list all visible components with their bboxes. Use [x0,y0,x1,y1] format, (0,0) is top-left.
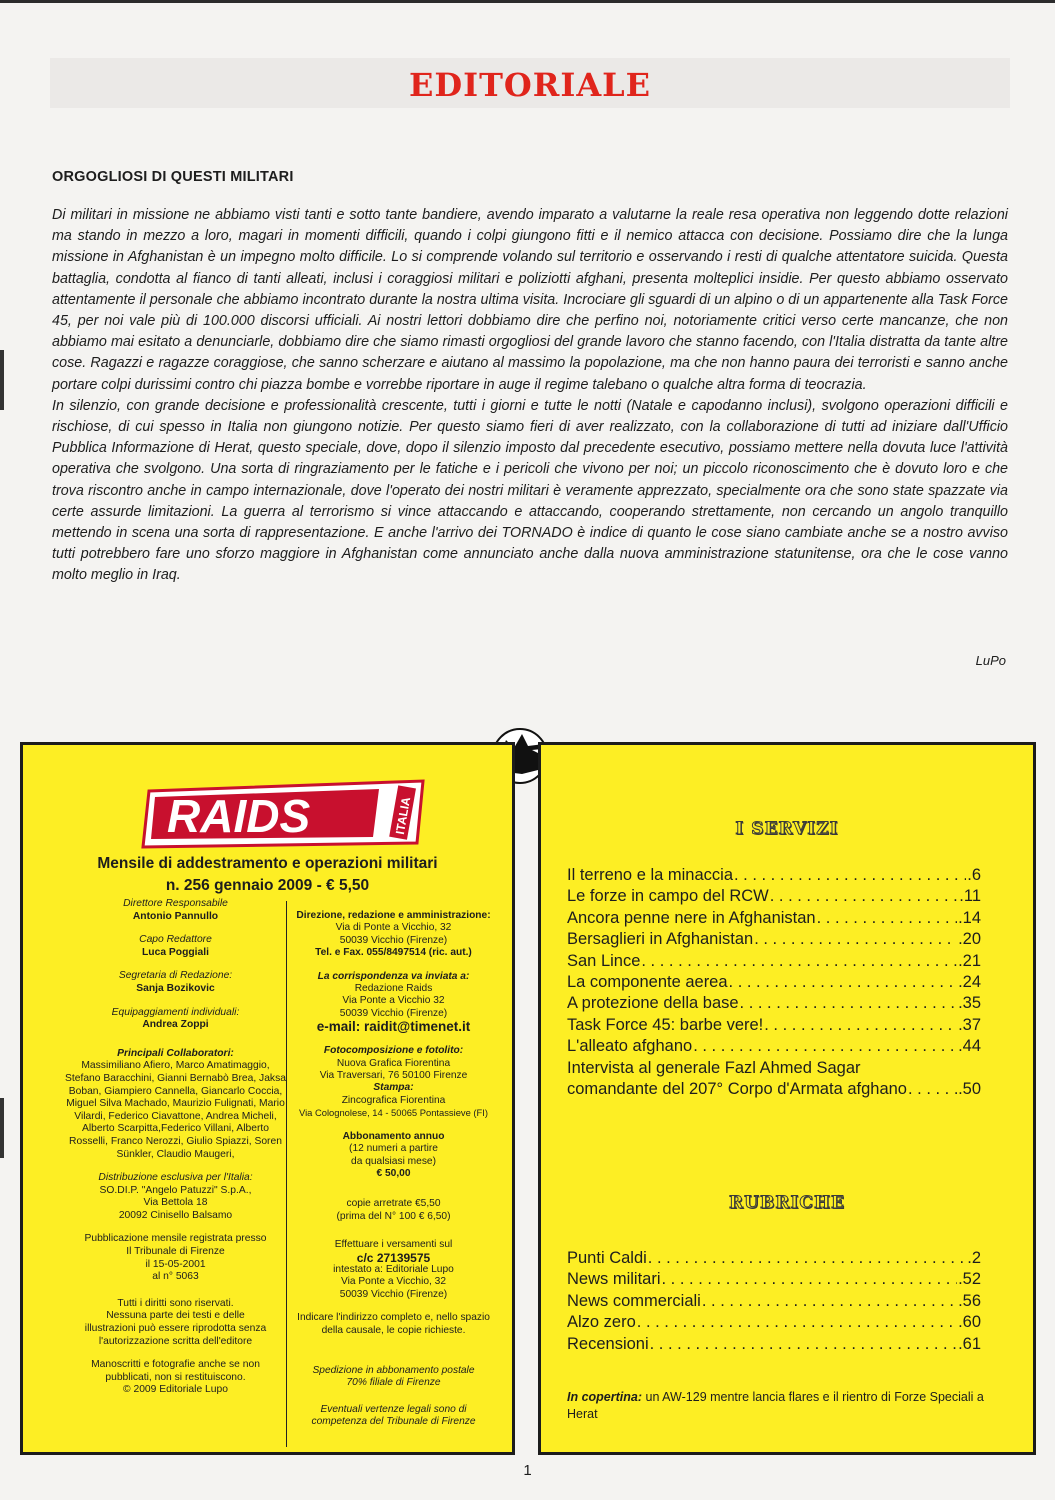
toc-item-page: .6 [967,866,981,884]
masthead-subtitle: Mensile di addestramento e operazioni militari [97,855,438,872]
manuscripts-line: © 2009 Editoriale Lupo [123,1384,228,1396]
toc-item-page: .20 [958,930,981,949]
cover-note [567,1389,987,1423]
staff-name: Sanja Bozikovic [136,982,215,994]
toc-item-label: Il terreno e la minaccia [567,866,733,884]
photo-line: Nuova Grafica Fiorentina [336,1057,451,1069]
registration-line: al n° 5063 [152,1271,199,1283]
toc-item[interactable] [567,951,981,972]
toc-item-label: News militari [567,1270,661,1289]
print-title: Stampa: [373,1082,414,1094]
toc-leader [650,1334,957,1355]
raids-logo-subtext: ITALIA [392,795,414,836]
manuscripts-line: Manoscritti e fotografie anche se non [91,1359,260,1371]
rights-line: Tutti i diritti sono riservati. [117,1297,234,1309]
toc-item-page: .56 [958,1291,981,1310]
payment-account: c/c 27139575 [356,1250,431,1265]
toc-item-page: .60 [958,1313,981,1332]
rubriche-heading: RUBRICHE [729,1193,845,1213]
direction-line: 50039 Vicchio (Firenze) [339,934,448,946]
article-paragraph: In silenzio, con grande decisione e professionalità crescente, tutti i giorni e tutte le notti (Natale e capodanno inclusi), svolgono operazioni difficili e rischiose, di cui spesso in Italia non giungono notizie. Per questo siamo fieri di aver realizzato, con la collaborazione di tutti ad iniziare dall'Ufficio Pubblica Informazione di Herat, questo speciale, dove, dopo il silenzio imposto dal precedente esecutivo, possiamo mettere nella dovuta luce l'attività operativa che svolgono. Una sorta di ringraziamento per le fatiche e i pericoli che vivono per noi; un piccolo riconoscimento che è dovuto loro e che trova riscontro anche in campo internazionale, dove l'operato dei nostri militari è veramente apprezzato, specialmente ora che sono state spazzate via certe assurde limitazioni. La guerra al terrorismo si vince attaccando e attaccando, cooperando strettamente, non cercando un angolo tranquillo mettendo in scena una sorta di rappresentazione. E anche l'arrivo dei TORNADO è indice di quanto le cose siano cambiate anche se a nostro avviso tutti potrebbero fare uno sforzo maggiore in Afghanistan come annunciato anche dalla nuova amministrazione statunitense, ora che le cose vanno molto meglio in Iraq. [52,397,1008,584]
staff-role: Equipaggiamenti individuali: [111,1006,240,1018]
subscription-line: da qualsiasi mese) [351,1155,436,1167]
toc-item-label: News commerciali [567,1291,701,1310]
rights-line: illustrazioni può essere riprodotta senza [84,1323,267,1335]
raids-logo-text: RAIDS [167,790,311,842]
registration-info [63,1233,288,1283]
masthead-contacts-column [289,910,498,1429]
masthead-panel [20,742,515,1455]
toc-item-label: Punti Caldi [567,1249,647,1267]
toc-item-label: comandante del 207° Corpo d'Armata afghano [567,1080,907,1099]
toc-leader [648,1248,966,1269]
toc-item[interactable] [567,1291,981,1312]
toc-item-page: .14 [958,908,981,927]
toc-item[interactable] [567,1248,981,1269]
collaborators-list: Massimiliano Afiero, Marco Amatimaggio, Stefano Baracchini, Gianni Bernabò Brea, Jaksa Boban, Giampiero Cannella, Giancarlo Coccia, Miguel Silva Machado, Maurizio Fulignati, Mario Vilardi, Federico Ciavattone, Andrea Micheli, Alberto Scarpitta,Federico Villani, Alberto Rosselli, Franco Nerozzi, Giulio Spiazzi, Soren Sünkler, Claudio Maugeri, [65,1060,286,1160]
masthead-staff-column [63,898,288,1408]
article-body [52,205,1008,587]
page-number: 1 [523,1462,532,1479]
payment-line: intestato a: Editoriale Lupo [333,1263,454,1275]
postal-line: 70% filiale di Firenze [346,1377,441,1389]
manuscripts-info [63,1359,288,1397]
toc-item-label: San Lince [567,951,641,970]
toc-item-label: Intervista al generale Fazl Ahmed Sagar [567,1058,861,1077]
toc-leader [729,972,958,993]
toc-leader [770,886,959,907]
toc-item[interactable] [567,1334,981,1355]
correspondence-line: Redazione Raids [354,983,433,995]
article-paragraph: Di militari in missione ne abbiamo visti tanti e sotto tante bandiere, avendo imparato a valutarne la reale resa operativa non leggendo dotte relazioni ma stando in mezzo a loro, magari in momenti difficili, quando i colpi giungono fitti e il nemico attacca con decisione. Possiamo dire che la lunga missione in Afghanistan è un impegno molto difficile. Lo si comprende volando sul territorio e osservando i resti di qualche attentatore suicida. Questa battaglia, condotta al fianco di tanti alleati, inclusi i coraggiosi militari e poliziotti afghani, presenta molteplici insidie. Per questo abbiamo osservato attentamente il personale che abbiamo incontrato durante la nostra ultima visita. Incrociare gli sguardi di un alpino o di un appartenente alla Task Force 45, per noi vale più di 100.000 discorsi ufficiali. Ai nostri lettori dobbiamo dire che perfino noi, notoriamente critici verso certe mancanze, che non abbiamo mai esitato a denunciarle, dobbiamo dire che siamo rimasti orgogliosi del grande lavoro che stanno facendo, con l'Italia distratta da tante altre cose. Ragazzi e ragazze coraggiose, che sanno scherzare e aiutano al massimo la popolazione, ma che non hanno paura dei terroristi e sanno anche portare colpi durissimi contro chi piazza bombe e vorrebbe riportare in auge il regime talebano o qualche altra forma di teocrazia. [52,207,1008,393]
toc-item-label: Le forze in campo del RCW [567,887,769,906]
toc-leader [641,951,957,972]
binder-mark [0,1098,4,1158]
toc-leader [740,993,958,1014]
toc-item-page: .50 [958,1080,981,1099]
toc-leader [764,1015,957,1036]
toc-item-page: .52 [958,1270,981,1289]
collaborators-title: Principali Collaboratori: [117,1047,234,1059]
staff-name: Luca Poggiali [142,946,209,958]
toc-item[interactable] [567,1269,981,1290]
correspondence-line: 50039 Vicchio (Firenze) [339,1007,448,1019]
toc-item[interactable] [567,886,981,907]
toc-item[interactable] [567,1312,981,1333]
toc-item-page: .44 [958,1037,981,1056]
payment-line: 50039 Vicchio (Firenze) [339,1288,448,1300]
rubriche-list [567,1248,981,1355]
toc-item[interactable] [567,908,981,929]
manuscripts-line: pubblicati, non si restituiscono. [105,1371,246,1383]
toc-item[interactable] [567,929,981,950]
legal-line: competenza del Tribunale di Firenze [311,1416,476,1428]
payment-line: Effettuare i versamenti sul [334,1239,453,1251]
photo-line: Via Traversari, 76 50100 Firenze [319,1070,468,1082]
toc-item-page: .21 [958,951,981,970]
registration-line: Pubblicazione mensile registrata presso [84,1233,267,1245]
distribution-title: Distribuzione esclusiva per l'Italia: [98,1172,253,1184]
toc-item-page: .37 [958,1015,981,1034]
contents-panel [538,742,1036,1455]
distribution-line: Via Bettola 18 [143,1197,208,1209]
top-rule [0,0,1055,3]
correspondence-line: Via Ponte a Vicchio 32 [342,995,445,1007]
toc-leader [734,865,966,886]
toc-item-label: Recensioni [567,1334,649,1353]
address-note-line: della causale, le copie richieste. [321,1324,466,1336]
back-issues-line: (prima del N° 100 € 6,50) [336,1210,451,1222]
raids-logo [141,777,431,849]
toc-item-page: .61 [958,1334,981,1353]
toc-item[interactable] [567,1015,981,1036]
distribution-line: SO.DI.P. "Angelo Patuzzi" S.p.A., [99,1184,252,1196]
correspondence-title: La corrispondenza va inviata a: [317,970,470,982]
column-divider [286,901,287,1447]
staff-name: Antonio Pannullo [132,910,219,922]
servizi-list [567,865,981,1100]
toc-item[interactable] [567,972,981,993]
toc-item-label: La componente aerea [567,973,728,992]
toc-item-page: .2 [967,1249,981,1267]
telephone: Tel. e Fax. 055/8497514 (ric. aut.) [315,947,472,959]
binder-mark [0,350,4,410]
toc-leader [754,929,957,950]
toc-item-page: .24 [958,973,981,992]
cover-note-text: un AW-129 mentre lancia flares e il rientro di Forze Speciali a Herat [567,1390,984,1421]
back-issues-line: copie arretrate €5,50 [346,1198,441,1210]
toc-item-label: Bersaglieri in Afghanistan [567,930,754,949]
toc-leader [693,1036,957,1057]
direction-title: Direzione, redazione e amministrazione: [296,910,491,921]
article-signature: LuPo [975,653,1006,668]
photo-title: Fotocomposizione e fotolito: [323,1045,464,1057]
staff-role: Direttore Responsabile [123,898,228,909]
cover-note-label: In copertina: [567,1390,643,1404]
toc-leader [702,1291,957,1312]
toc-item-label: Ancora penne nere in Afghanistan [567,908,816,927]
distribution-line: 20092 Cinisello Balsamo [118,1209,233,1221]
toc-item-label: A protezione della base [567,994,739,1013]
toc-item-label: Alzo zero [567,1313,636,1332]
distribution-info [63,1185,288,1223]
direction-line: Via di Ponte a Vicchio, 32 [335,922,452,934]
page-title: EDITORIALE [408,66,652,104]
rights-line: Nessuna parte dei testi e delle [106,1310,245,1322]
subscription-line: (12 numeri a partire [349,1143,438,1155]
payment-line: Via Ponte a Vicchio, 32 [341,1276,446,1288]
subscription-title: Abbonamento annuo [342,1130,445,1142]
toc-item[interactable] [567,993,981,1014]
rights-info [63,1298,288,1348]
toc-item-label: Task Force 45: barbe vere! [567,1015,764,1034]
subscription-price: € 50,00 [376,1167,411,1179]
masthead-issue: n. 256 gennaio 2009 - € 5,50 [165,877,370,894]
email-link[interactable]: e-mail: raidit@timenet.it [316,1019,471,1035]
toc-leader [817,908,957,929]
servizi-heading: I SERVIZI [735,819,839,839]
print-line: Zincografica Fiorentina [341,1094,446,1106]
rights-line: l'autorizzazione scritta dell'editore [98,1335,253,1347]
staff-role: Capo Redattore [139,934,212,946]
postal-line: Spedizione in abbonamento postale [312,1364,475,1376]
toc-item-label: L'alleato afghano [567,1037,693,1056]
toc-item-interview[interactable] [567,1058,981,1101]
toc-item[interactable] [567,1036,981,1057]
header-band [50,58,1010,108]
toc-leader [908,1079,957,1100]
print-line: Via Colognolese, 14 - 50065 Pontassieve (FI) [298,1107,488,1119]
staff-role: Segretaria di Redazione: [118,970,233,982]
legal-line: Eventuali vertenze legali sono di [320,1403,467,1415]
toc-leader [637,1312,957,1333]
staff-name: Andrea Zoppi [142,1019,209,1031]
registration-line: il 15-05-2001 [145,1258,206,1270]
toc-leader [662,1269,958,1290]
toc-item[interactable] [567,865,981,886]
toc-item-page: .35 [958,994,981,1013]
article-title: ORGOGLIOSI DI QUESTI MILITARI [52,169,294,185]
registration-line: Il Tribunale di Firenze [126,1246,225,1258]
toc-item-page: .11 [959,887,981,906]
address-note-line: Indicare l'indirizzo completo e, nello spazio [297,1312,490,1324]
